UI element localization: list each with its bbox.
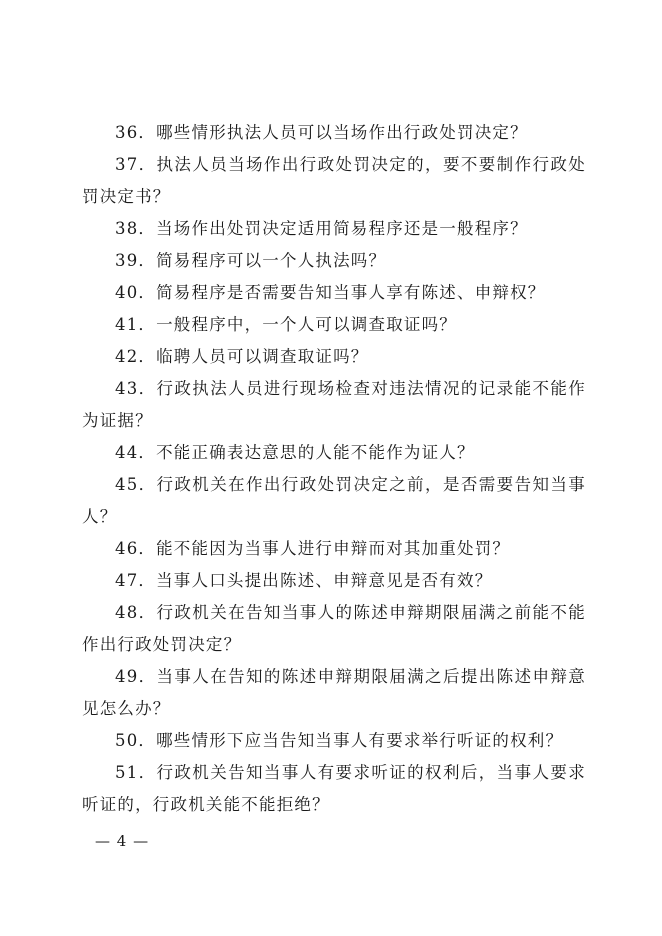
question-item: 40．简易程序是否需要告知当事人享有陈述、申辩权？ [115, 283, 546, 302]
question-item: 45．行政机关在作出行政处罚决定之前，是否需要告知当事人？ [82, 475, 586, 526]
question-item: 36．哪些情形执法人员可以当场作出行政处罚决定？ [115, 123, 528, 142]
question-item: 42．临聘人员可以调查取证吗？ [115, 347, 369, 366]
question-item: 38．当场作出处罚决定适用简易程序还是一般程序？ [115, 219, 528, 238]
question-item: 43．行政执法人员进行现场检查对违法情况的记录能不能作为证据？ [82, 379, 586, 430]
question-item: 48．行政机关在告知当事人的陈述申辩期限届满之前能不能作出行政处罚决定？ [82, 603, 586, 654]
question-item: 47．当事人口头提出陈述、申辩意见是否有效？ [115, 571, 493, 590]
question-item: 37．执法人员当场作出行政处罚决定的，要不要制作行政处罚决定书？ [82, 155, 586, 206]
question-item: 49．当事人在告知的陈述申辩期限届满之后提出陈述申辩意见怎么办？ [82, 667, 586, 718]
question-item: 39．简易程序可以一个人执法吗？ [115, 251, 387, 270]
question-item: 51．行政机关告知当事人有要求听证的权利后，当事人要求听证的，行政机关能不能拒绝？ [82, 763, 586, 814]
question-list [82, 117, 586, 821]
page-number: — 4 — [95, 832, 150, 850]
question-item: 41．一般程序中，一个人可以调查取证吗？ [115, 315, 457, 334]
question-item: 46．能不能因为当事人进行申辩而对其加重处罚？ [115, 539, 511, 558]
question-item: 44．不能正确表达意思的人能不能作为证人？ [115, 443, 475, 462]
question-item: 50．哪些情形下应当告知当事人有要求举行听证的权利？ [115, 731, 564, 750]
